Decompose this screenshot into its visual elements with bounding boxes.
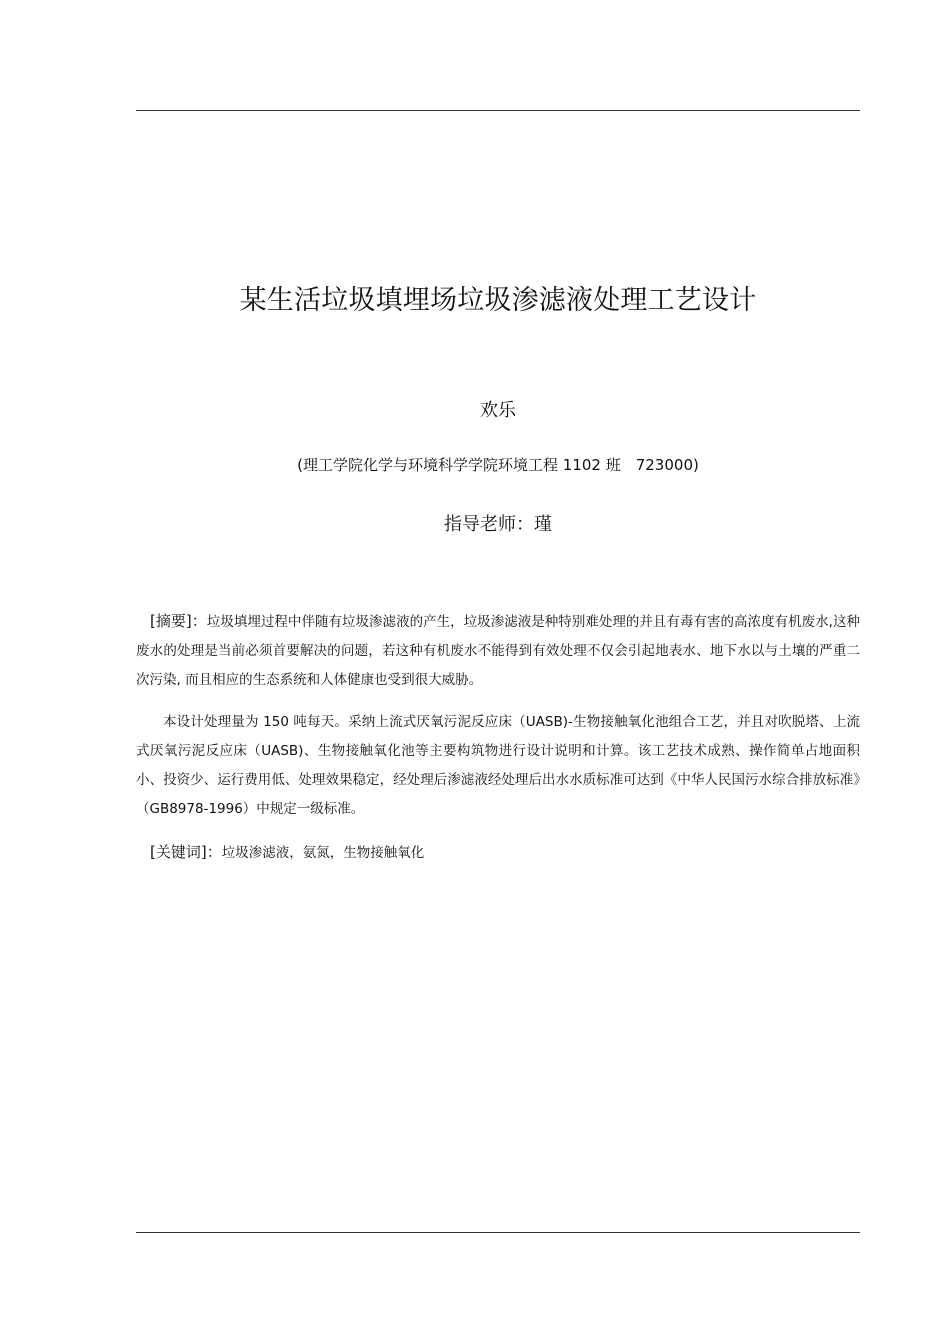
body-paragraph: 本设计处理量为 150 吨每天。采纳上流式厌氧污泥反应床（UASB)-生物接触氧化池组合工艺，并且对吹脱塔、上流式厌氧污泥反应床（UASB)、生物接触氧化池等主要构筑物进行设计说明和计算。该工艺技术成熟、操作简单占地面积小、投资少、运行费用低、处理效果稳定，经处理后渗滤液经处理后出水水质标准可达到《中华人民国污水综合排放标准》（GB8978-1996）中规定一级标准。 <box>136 714 860 817</box>
abstract-paragraph <box>136 607 860 695</box>
header-rule <box>136 110 860 111</box>
keywords-label: [关键词]： <box>150 843 222 861</box>
advisor-line: 指导老师：瑾 <box>444 514 552 535</box>
abstract-label: [摘要]： <box>150 612 207 630</box>
author-affiliation: (理工学院化学与环境科学学院环境工程 1102 班 723000) <box>297 456 699 474</box>
abstract-text: 垃圾填埋过程中伴随有垃圾渗滤液的产生，垃圾渗滤液是种特别难处理的并且有毒有害的高浓度有机废水,这种废水的处理是当前必须首要解决的问题，若这种有机废水不能得到有效处理不仅会引起地表水、地下水以与土壤的严重二次污染, 而且相应的生态系统和人体健康也受到很大威胁。 <box>136 614 860 688</box>
keywords-paragraph <box>136 838 860 868</box>
footer-rule <box>136 1232 860 1233</box>
author-name: 欢乐 <box>480 400 516 421</box>
keywords-text: 垃圾渗滤液，氨氮，生物接触氧化 <box>221 845 425 861</box>
document-title: 某生活垃圾填埋场垃圾渗滤液处理工艺设计 <box>239 285 757 316</box>
